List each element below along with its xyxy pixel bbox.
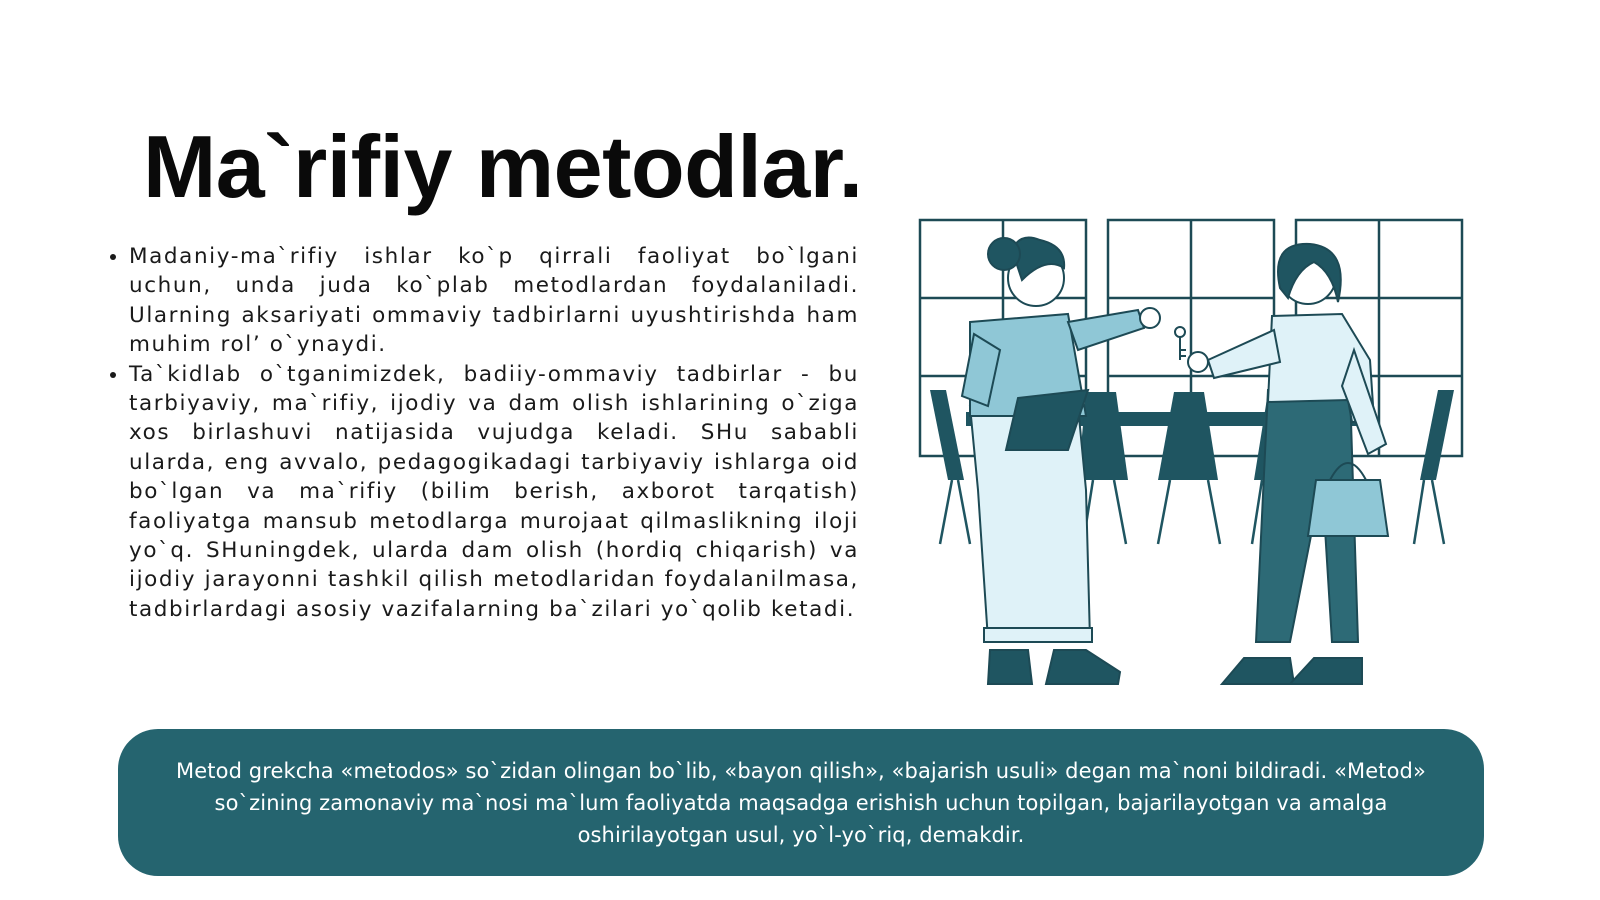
definition-callout [118,729,1484,876]
bullet-item: • Ta`kidlab o`tganimizdek, badiiy-ommaviy tadbirlar - bu tarbiyaviy, ma`rifiy, ijodiy va dam olish ishlarining o`ziga xos birlashuvi natijasida vujudga keladi. SHu sababli ularda, eng avvalo, pedagogikadagi tarbiyaviy ishlarga oid bo`lgan va ma`rifiy (bilim berish, axborot tarqatish) faoliyatga mansub metodlarga murojaat qilmaslikning iloji yo`q. SHuningdek, ularda dam olish (hordiq chiqarish) va ijodiy jarayonni tashkil qilish metodlaridan foydalanilmasa, tadbirlardagi asosiy vazifalarning ba`zilari yo`qolib ketadi. [129,360,859,625]
slide-title: Ma`rifiy metodlar. [143,117,863,216]
woman-left [962,238,1160,684]
two-women-handing-key-illustration [918,210,1498,710]
definition-text: Metod grekcha «metodos» so`zidan olingan bo`lib, «bayon qilish», «bajarish usuli» degan ma`noni bildiradi. «Metod» so`zining zamonaviy ma`nosi ma`lum faoliyatda maqsadga erishish uchun topilgan, bajarilayotgan va amalga oshirilayotgan usul, yo`l-yo`riq, demakdir. [176,758,1426,847]
bullet-item: • Madaniy-ma`rifiy ishlar ko`p qirrali faoliyat bo`lgani uchun, unda juda ko`plab metodlardan foydalaniladi. Ularning aksariyati ommaviy tadbirlarni uyushtirishda ham muhim rol’ o`ynaydi. [129,242,859,360]
key-icon [1175,327,1186,360]
bullet-list [105,242,859,624]
woman-right [1188,244,1388,684]
